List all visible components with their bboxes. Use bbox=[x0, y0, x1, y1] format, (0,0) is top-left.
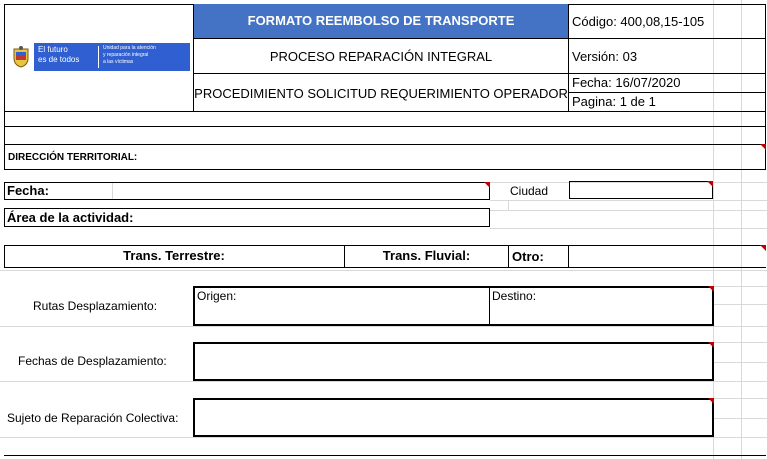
blank-row bbox=[4, 112, 766, 127]
origen-field[interactable] bbox=[193, 286, 490, 326]
fechas-desplazamiento-label: Fechas de Desplazamiento: bbox=[18, 354, 167, 368]
comment-indicator bbox=[707, 181, 713, 187]
gridline bbox=[508, 200, 509, 210]
title-cell bbox=[194, 4, 569, 39]
fecha-label: Fecha: bbox=[7, 183, 49, 198]
logo-unit-line2: y reparación integral bbox=[103, 52, 149, 58]
coat-of-arms-icon bbox=[12, 46, 30, 68]
comment-indicator bbox=[708, 342, 714, 348]
trans-fluvial-label: Trans. Fluvial: bbox=[382, 248, 471, 263]
logo-unit-line1: Unidad para la atención bbox=[103, 45, 156, 51]
page-cell bbox=[569, 93, 766, 112]
origen-label: Origen: bbox=[197, 289, 237, 303]
procedure-cell bbox=[194, 74, 569, 112]
gridline bbox=[713, 418, 767, 419]
logo bbox=[10, 42, 188, 72]
otro-cell[interactable] bbox=[509, 245, 569, 268]
comment-indicator bbox=[760, 144, 766, 150]
rutas-label: Rutas Desplazamiento: bbox=[33, 299, 158, 313]
gridline bbox=[713, 362, 767, 363]
gridline bbox=[713, 286, 767, 287]
comment-indicator bbox=[708, 398, 714, 404]
procedure-name: PROCEDIMIENTO SOLICITUD REQUERIMIENTO OPERADOR bbox=[194, 86, 568, 101]
destino-label: Destino: bbox=[492, 289, 537, 303]
logo-unit-line3: a las víctimas bbox=[103, 59, 134, 65]
comment-indicator bbox=[484, 182, 490, 188]
blank-row bbox=[4, 127, 766, 145]
ciudad-label: Ciudad bbox=[510, 184, 549, 198]
form-title: FORMATO REEMBOLSO DE TRANSPORTE bbox=[247, 13, 515, 28]
document-date: Fecha: 16/07/2020 bbox=[572, 75, 681, 90]
fechas-desplazamiento-field[interactable] bbox=[193, 342, 714, 381]
code-cell bbox=[569, 4, 766, 39]
gridline bbox=[490, 200, 767, 201]
gridline bbox=[490, 210, 767, 211]
area-actividad-field[interactable] bbox=[4, 208, 490, 227]
document-version: Versión: 03 bbox=[572, 49, 638, 64]
trans-terrestre-cell[interactable] bbox=[4, 245, 345, 268]
logo-cell bbox=[4, 4, 194, 112]
ciudad-field[interactable] bbox=[569, 181, 713, 199]
otro-label: Otro: bbox=[512, 249, 544, 264]
comment-indicator bbox=[708, 286, 714, 292]
version-cell bbox=[569, 39, 766, 74]
fecha-field[interactable] bbox=[4, 182, 490, 200]
gridline bbox=[0, 381, 767, 382]
page-number: Pagina: 1 de 1 bbox=[572, 94, 656, 109]
sujeto-reparacion-label: Sujeto de Reparación Colectiva: bbox=[7, 411, 179, 425]
gridline bbox=[0, 326, 767, 327]
process-cell bbox=[194, 39, 569, 74]
gridline bbox=[713, 398, 767, 399]
direccion-territorial-label: DIRECCIÓN TERRITORIAL: bbox=[8, 152, 138, 163]
destino-field[interactable] bbox=[490, 286, 714, 326]
gridline bbox=[0, 437, 767, 438]
comment-indicator bbox=[760, 245, 766, 251]
logo-slogan-line1: El futuro bbox=[38, 45, 68, 54]
trans-terrestre-label: Trans. Terrestre: bbox=[123, 248, 225, 263]
process-name: PROCESO REPARACIÓN INTEGRAL bbox=[269, 49, 493, 64]
logo-divider bbox=[98, 46, 99, 68]
area-actividad-label: Área de la actividad: bbox=[7, 210, 134, 225]
bottom-border bbox=[4, 455, 766, 456]
logo-slogan-line2: es de todos bbox=[38, 55, 80, 64]
otro-value-cell[interactable] bbox=[569, 245, 766, 268]
gridline bbox=[0, 270, 767, 271]
trans-fluvial-cell[interactable] bbox=[345, 245, 509, 268]
gridline bbox=[713, 342, 767, 343]
gridline bbox=[490, 228, 767, 229]
document-code: Código: 400,08,15-105 bbox=[572, 14, 705, 29]
gridline bbox=[713, 304, 767, 305]
date-cell bbox=[569, 74, 766, 93]
direccion-territorial-row[interactable] bbox=[4, 145, 766, 170]
sujeto-reparacion-field[interactable] bbox=[193, 398, 714, 437]
